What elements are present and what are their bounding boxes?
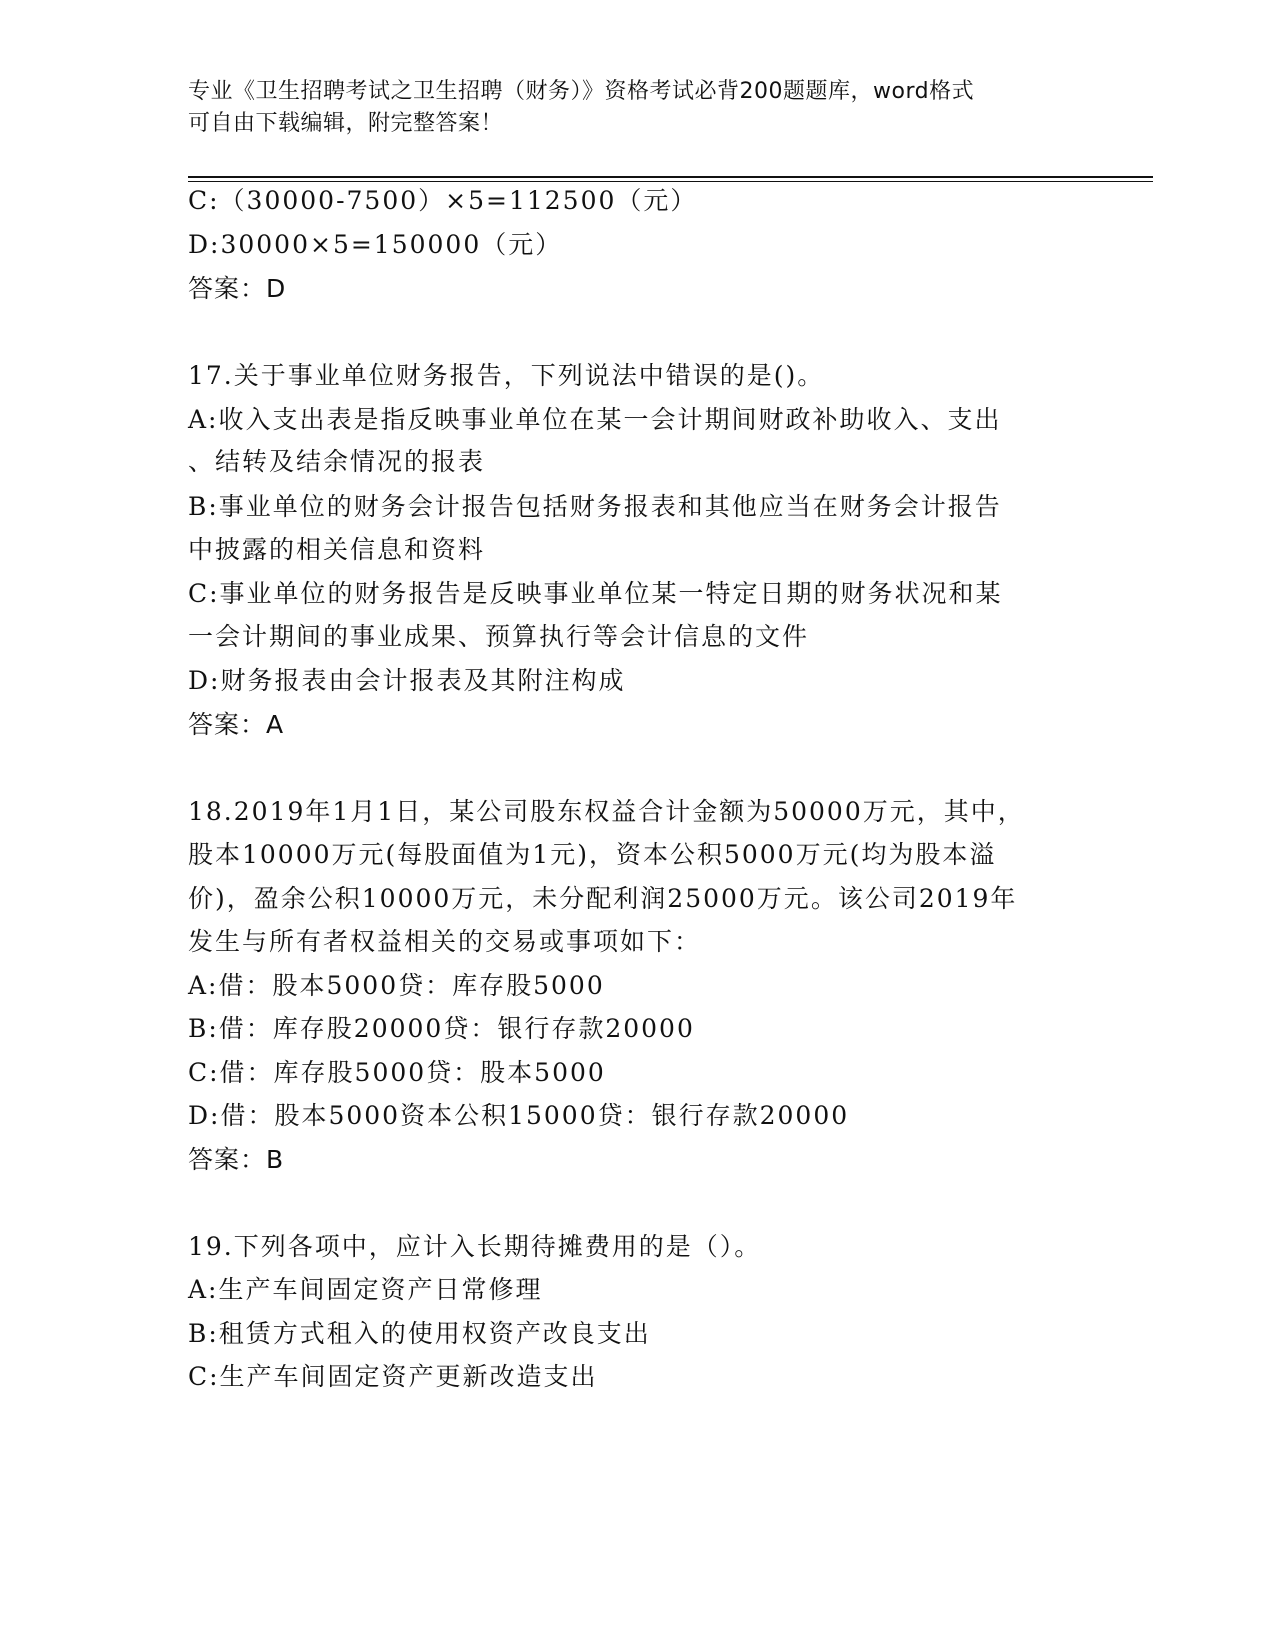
q19-option-a: A:生产车间固定资产日常修理 [188, 1275, 543, 1304]
q17-option-b-line-2: 中披露的相关信息和资料 [188, 535, 486, 564]
q17-option-d: D:财务报表由会计报表及其附注构成 [188, 666, 626, 695]
header-title-line-1: 专业《卫生招聘考试之卫生招聘（财务）》资格考试必背200题题库，word格式 [188, 79, 975, 104]
q18-stem-line-4: 发生与所有者权益相关的交易或事项如下： [188, 927, 702, 956]
q17-stem: 17.关于事业单位财务报告，下列说法中错误的是()。 [188, 361, 825, 390]
q18-option-c: C:借：库存股5000贷：股本5000 [188, 1058, 606, 1087]
document-header [188, 76, 1068, 140]
q17-option-b-line-1: B:事业单位的财务会计报告包括财务报表和其他应当在财务会计报告 [188, 492, 1002, 521]
q19-option-c: C:生产车间固定资产更新改造支出 [188, 1362, 598, 1391]
q18-option-d: D:借：股本5000资本公积15000贷：银行存款20000 [188, 1101, 850, 1130]
q18-stem-line-1: 18.2019年1月1日，某公司股东权益合计金额为50000万元，其中， [188, 797, 1025, 826]
header-title-line-2: 可自由下载编辑，附完整答案！ [188, 111, 504, 136]
q18-stem-line-2: 股本10000万元(每股面值为1元)，资本公积5000万元(均为股本溢 [188, 840, 997, 869]
q17-answer: 答案：A [188, 710, 285, 739]
q18-answer: 答案：B [188, 1145, 285, 1174]
q19-stem: 19.下列各项中，应计入长期待摊费用的是（）。 [188, 1232, 762, 1261]
header-divider-thin [188, 181, 1153, 182]
prev-option-c: C:（30000-7500）×5=112500（元） [188, 186, 698, 215]
q17-option-a-line-1: A:收入支出表是指反映事业单位在某一会计期间财政补助收入、支出 [188, 405, 1002, 434]
q17-option-c-line-1: C:事业单位的财务报告是反映事业单位某一特定日期的财务状况和某 [188, 579, 1003, 608]
prev-answer: 答案：D [188, 274, 287, 303]
q18-option-a: A:借：股本5000贷：库存股5000 [188, 971, 605, 1000]
header-divider-thick [188, 176, 1153, 178]
q18-stem-line-3: 价)，盈余公积10000万元，未分配利润25000万元。该公司2019年 [188, 884, 1018, 913]
q19-option-b: B:租赁方式租入的使用权资产改良支出 [188, 1319, 651, 1348]
prev-option-d: D:30000×5=150000（元） [188, 230, 563, 259]
q18-option-b: B:借：库存股20000贷：银行存款20000 [188, 1014, 695, 1043]
q17-option-c-line-2: 一会计期间的事业成果、预算执行等会计信息的文件 [188, 622, 810, 651]
q17-option-a-line-2: 、结转及结余情况的报表 [188, 447, 486, 476]
